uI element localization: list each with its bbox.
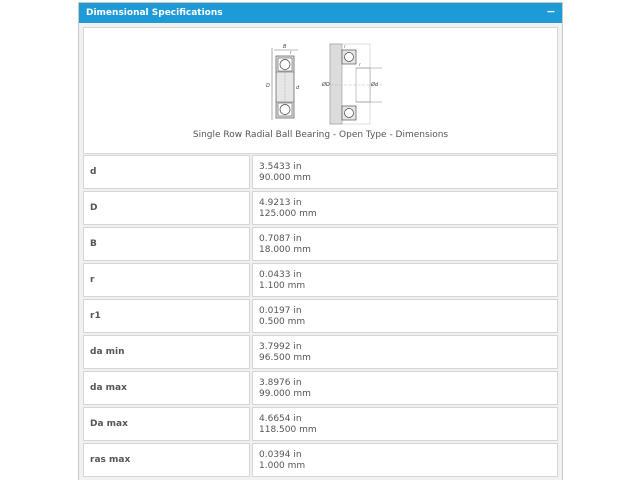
spec-value-metric: 99.000 mm xyxy=(259,389,311,399)
spec-value xyxy=(252,155,558,189)
spec-label: r1 xyxy=(83,299,250,333)
spec-label: r xyxy=(83,263,250,297)
spec-row xyxy=(83,227,558,261)
dimensional-specifications-panel xyxy=(78,2,563,480)
spec-value xyxy=(252,443,558,477)
bearing-dimensions-diagram xyxy=(264,42,384,126)
spec-value xyxy=(252,227,558,261)
spec-label: B xyxy=(83,227,250,261)
spec-value-metric: 90.000 mm xyxy=(259,173,311,183)
spec-row xyxy=(83,299,558,333)
collapse-button[interactable]: − xyxy=(546,5,556,18)
spec-row xyxy=(83,407,558,441)
bearing-diagram-box xyxy=(83,27,558,154)
spec-value-metric: 0.500 mm xyxy=(259,317,306,327)
panel-title: Dimensional Specifications xyxy=(86,8,223,18)
spec-row xyxy=(83,191,558,225)
spec-value-imperial: 0.0197 in xyxy=(259,306,302,316)
label-ra: r xyxy=(344,44,346,49)
label-D: D xyxy=(266,83,270,89)
spec-value xyxy=(252,335,558,369)
spec-value-imperial: 3.5433 in xyxy=(259,162,302,172)
spec-label: da max xyxy=(83,371,250,405)
spec-row xyxy=(83,335,558,369)
spec-value-imperial: 0.0394 in xyxy=(259,450,302,460)
spec-value-imperial: 4.9213 in xyxy=(259,198,302,208)
spec-value-metric: 1.000 mm xyxy=(259,461,306,471)
spec-value-metric: 18.000 mm xyxy=(259,245,311,255)
label-r: r xyxy=(290,50,292,55)
spec-value-metric: 118.500 mm xyxy=(259,425,317,435)
spec-value xyxy=(252,299,558,333)
label-ras: r xyxy=(359,62,361,67)
spec-row xyxy=(83,155,558,189)
spec-value-imperial: 3.8976 in xyxy=(259,378,302,388)
spec-label: da min xyxy=(83,335,250,369)
spec-label: D xyxy=(83,191,250,225)
spec-value-imperial: 3.7992 in xyxy=(259,342,302,352)
spec-value xyxy=(252,191,558,225)
spec-value-metric: 125.000 mm xyxy=(259,209,317,219)
spec-row xyxy=(83,371,558,405)
label-B: B xyxy=(283,44,287,50)
spec-row xyxy=(83,443,558,477)
spec-value xyxy=(252,263,558,297)
spec-label: Da max xyxy=(83,407,250,441)
spec-value xyxy=(252,407,558,441)
label-Da: ØD xyxy=(322,82,330,88)
spec-row xyxy=(83,263,558,297)
panel-header[interactable] xyxy=(79,3,562,23)
diagram-caption: Single Row Radial Ball Bearing - Open Type - Dimensions xyxy=(192,130,449,140)
spec-value-imperial: 0.0433 in xyxy=(259,270,302,280)
spec-value-imperial: 0.7087 in xyxy=(259,234,302,244)
spec-value xyxy=(252,371,558,405)
spec-label: ras max xyxy=(83,443,250,477)
spec-label: d xyxy=(83,155,250,189)
spec-value-imperial: 4.6654 in xyxy=(259,414,302,424)
spec-value-metric: 96.500 mm xyxy=(259,353,311,363)
label-d: d xyxy=(296,85,300,91)
label-da: Ød xyxy=(371,82,379,88)
spec-value-metric: 1.100 mm xyxy=(259,281,306,291)
